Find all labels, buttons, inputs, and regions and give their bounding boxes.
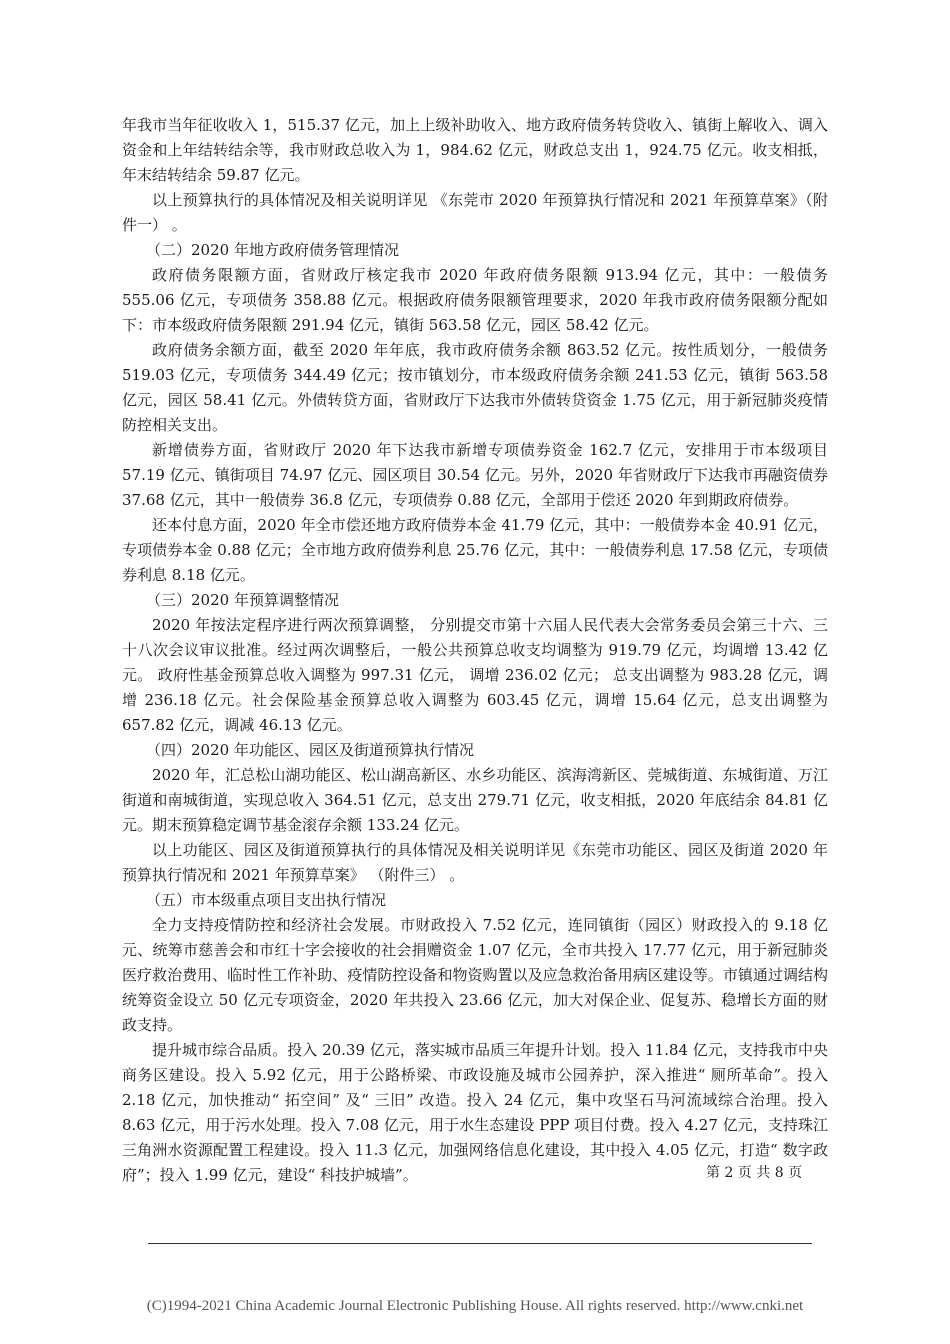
copyright-footer: (C)1994-2021 China Academic Journal Electronic Publishing House. All rights reserved. http://www.cnki.net — [146, 1298, 804, 1314]
paragraph-city-quality: 提升城市综合品质。投入 20.39 亿元，落实城市品质三年提升计划。投入 11.84 亿元，支持我市中央商务区建设。投入 5.92 亿元，用于公路桥梁、市政设施及城市公园养护，深入推进“ 厕所革命”。投入 2.18 亿元，加快推动“ 拓空间” 及“ 三旧” 改造。投入 24 亿元，集中攻坚石马河流域综合治理。投入 8.63 亿元，用于污水处理。投入 7.08 亿元，用于水生态建设 PPP 项目付费。投入 4.27 亿元，支持珠江三角洲水资源配置工程建设。投入 11.3 亿元，加强网络信息化建设，其中投入 4.05 亿元，打造“ 数字政府”；投入 1.99 亿元，建设“ 科技护城墙”。 — [122, 1041, 828, 1184]
section-heading-debt: （二）2020 年地方政府债务管理情况 — [146, 241, 399, 259]
paragraph-annex-three-note: 以上功能区、园区及街道预算执行的具体情况及相关说明详见《东莞市功能区、园区及街道 2020 年预算执行情况和 2021 年预算草案》 （附件三） 。 — [122, 841, 828, 884]
paragraph-annex-one-note: 以上预算执行的具体情况及相关说明详见 《东莞市 2020 年预算执行情况和 2021 年预算草案》（附件一） 。 — [122, 191, 828, 234]
document-body — [122, 113, 828, 1188]
paragraph-new-bonds: 新增债券方面，省财政厅 2020 年下达我市新增专项债券资金 162.7 亿元，安排用于市本级项目 57.19 亿元、镇街项目 74.97 亿元、园区项目 30.54 亿元。另外，2020 年省财政厅下达我市再融资债券 37.68 亿元，其中一般债券 36.8 亿元，专项债券 0.88 亿元，全部用于偿还 2020 年到期政府债券。 — [122, 441, 828, 509]
section-heading-budget-adjustment: （三）2020 年预算调整情况 — [146, 591, 339, 609]
page-number: 第 2 页 共 8 页 — [706, 1165, 803, 1181]
paragraph-repayment: 还本付息方面，2020 年全市偿还地方政府债券本金 41.79 亿元，其中：一般债券本金 40.91 亿元，专项债券本金 0.88 亿元；全市地方政府债券利息 25.76 亿元，其中：一般债券利息 17.58 亿元，专项债券利息 8.18 亿元。 — [122, 516, 828, 584]
paragraph-debt-limit: 政府债务限额方面，省财政厅核定我市 2020 年政府债务限额 913.94 亿元，其中：一般债务 555.06 亿元，专项债务 358.88 亿元。根据政府债务限额管理要求，2020 年我市政府债务限额分配如下：市本级政府债务限额 291.94 亿元，镇街 563.58 亿元，园区 58.42 亿元。 — [122, 266, 828, 334]
section-heading-districts: （四）2020 年功能区、园区及街道预算执行情况 — [146, 741, 474, 759]
section-heading-key-projects: （五）市本级重点项目支出执行情况 — [146, 891, 387, 909]
paragraph-districts-summary: 2020 年，汇总松山湖功能区、松山湖高新区、水乡功能区、滨海湾新区、莞城街道、东城街道、万江街道和南城街道，实现总收入 364.51 亿元，总支出 279.71 亿元，收支相抵，2020 年底结余 84.81 亿元。期末预算稳定调节基金滚存余额 133.24 亿元。 — [122, 766, 828, 834]
paragraph-epidemic-support: 全力支持疫情防控和经济社会发展。市财政投入 7.52 亿元，连同镇街（园区）财政投入的 9.18 亿元、统筹市慈善会和市红十字会接收的社会捐赠资金 1.07 亿元，全市共投入 17.77 亿元，用于新冠肺炎医疗救治费用、临时性工作补助、疫情防控设备和物资购置以及应急救治备用病区建设等。市镇通过调结构统筹资金设立 50 亿元专项资金，2020 年共投入 23.66 亿元，加大对保企业、促复苏、稳增长方面的财政支持。 — [122, 916, 828, 1034]
paragraph-budget-adjustment: 2020 年按法定程序进行两次预算调整， 分别提交市第十六届人民代表大会常务委员会第三十六、三十八次会议审议批准。经过两次调整后，一般公共预算总收支均调整为 919.79 亿元，均调增 13.42 亿元。 政府性基金预算总收入调整为 997.31 亿元， 调增 236.02 亿元； 总支出调整为 983.28 亿元，调增 236.18 亿元。社会保险基金预算总收入调整为 603.45 亿元，调增 15.64 亿元，总支出调整为 657.82 亿元，调减 46.13 亿元。 — [122, 616, 828, 734]
paragraph-debt-balance: 政府债务余额方面，截至 2020 年年底，我市政府债务余额 863.52 亿元。按性质划分，一般债务 519.03 亿元，专项债务 344.49 亿元；按市镇划分，市本级政府债务余额 241.53 亿元，镇街 563.58 亿元，园区 58.41 亿元。外债转贷方面，省财政厅下达我市外债转贷资金 1.75 亿元，用于新冠肺炎疫情防控相关支出。 — [122, 341, 828, 434]
paragraph-income-summary: 年我市当年征收收入 1，515.37 亿元，加上上级补助收入、地方政府债务转贷收入、镇街上解收入、调入资金和上年结转结余等，我市财政总收入为 1，984.62 亿元，财政总支出 1，924.75 亿元。收支相抵，年末结转结余 59.87 亿元。 — [122, 116, 828, 184]
footer-divider — [148, 1243, 812, 1244]
